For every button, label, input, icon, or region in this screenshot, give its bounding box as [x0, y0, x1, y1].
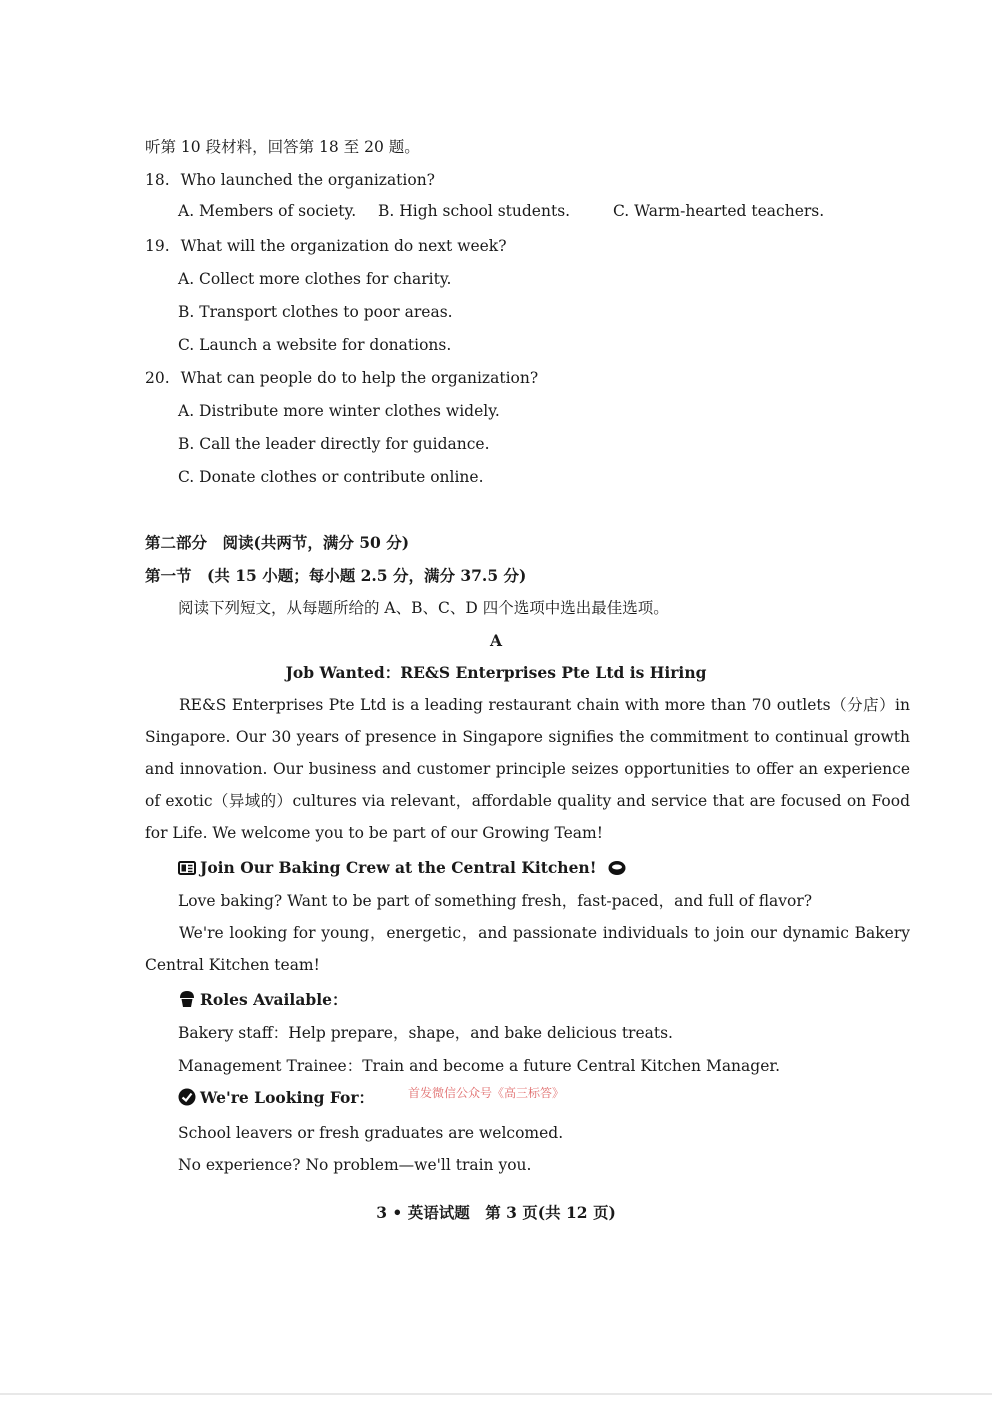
reading-section-title: 第一节 (共 15 小题；每小题 2.5 分，满分 37.5 分)	[145, 566, 527, 585]
option-b: B. Call the leader directly for guidance.	[178, 435, 490, 453]
question-19	[145, 236, 507, 256]
role-bakery-staff: Bakery staff：Help prepare，shape，and bake delicious treats.	[178, 1024, 673, 1042]
question-20	[145, 368, 538, 388]
question-stem: Who launched the organization?	[180, 171, 435, 189]
muffin-icon	[178, 990, 196, 1013]
listening-intro: 听第 10 段材料，回答第 18 至 20 题。	[145, 138, 420, 156]
option-c: C. Donate clothes or contribute online.	[178, 468, 484, 486]
looking-for-heading	[178, 1088, 374, 1111]
question-number: 18.	[145, 171, 170, 189]
question-stem: What can people do to help the organization?	[180, 369, 539, 387]
question-18	[145, 170, 435, 190]
requirement-graduates: School leavers or fresh graduates are welcomed.	[178, 1124, 564, 1142]
option-a: A. Collect more clothes for charity.	[178, 270, 452, 288]
question-number: 20.	[145, 369, 170, 387]
join-crew-heading-text: Join Our Baking Crew at the Central Kitchen!	[200, 858, 597, 877]
page-footer: 3 • 英语试题 第 3 页(共 12 页)	[376, 1203, 616, 1222]
menu-book-icon	[178, 860, 196, 881]
looking-young-text: We're looking for young，energetic，and passionate individuals to join our dynamic Bakery Central Kitchen team!	[145, 924, 910, 974]
requirement-no-experience: No experience? No problem—we'll train you.	[178, 1156, 532, 1174]
looking-for-heading-text: We're Looking For：	[200, 1088, 375, 1107]
question-number: 19.	[145, 237, 170, 255]
scan-edge-divider	[0, 1393, 992, 1395]
option-c: C. Warm-hearted teachers.	[613, 202, 825, 220]
pie-icon	[608, 860, 626, 881]
option-c: C. Launch a website for donations.	[178, 336, 452, 354]
love-baking-text: Love baking? Want to be part of something fresh，fast-paced，and full of flavor?	[178, 892, 813, 910]
reading-part-title: 第二部分 阅读(共两节，满分 50 分)	[145, 533, 410, 552]
passage-letter: A	[489, 631, 503, 650]
option-a: A. Distribute more winter clothes widely.	[178, 402, 500, 420]
role-management-trainee: Management Trainee：Train and become a future Central Kitchen Manager.	[178, 1057, 781, 1075]
check-circle-icon	[178, 1088, 196, 1111]
reading-instruction: 阅读下列短文，从每题所给的 A、B、C、D 四个选项中选出最佳选项。	[178, 599, 669, 617]
option-a: A. Members of society.	[178, 202, 357, 220]
join-crew-heading	[178, 858, 630, 881]
roles-heading-text: Roles Available：	[200, 990, 348, 1009]
roles-heading	[178, 990, 347, 1013]
question-stem: What will the organization do next week?	[180, 237, 507, 255]
option-b: B. High school students.	[378, 202, 571, 220]
question-18-options	[178, 202, 878, 220]
paragraph-intro: RE&S Enterprises Pte Ltd is a leading restaurant chain with more than 70 outlets（分店）in Singapore. Our 30 years of presence in Singapore signifies the commitment to continual growth and innovation. Our business and customer principle seizes opportunities to offer an experience of exotic（异域的）cultures via relevant，affordable quality and service that are focused on Food for Life. We welcome you to be part of our Growing Team!	[145, 696, 910, 842]
passage-title: Job Wanted：RE&S Enterprises Pte Ltd is Hiring	[285, 663, 707, 682]
watermark-text: 首发微信公众号《高三标答》	[408, 1086, 565, 1100]
option-b: B. Transport clothes to poor areas.	[178, 303, 453, 321]
